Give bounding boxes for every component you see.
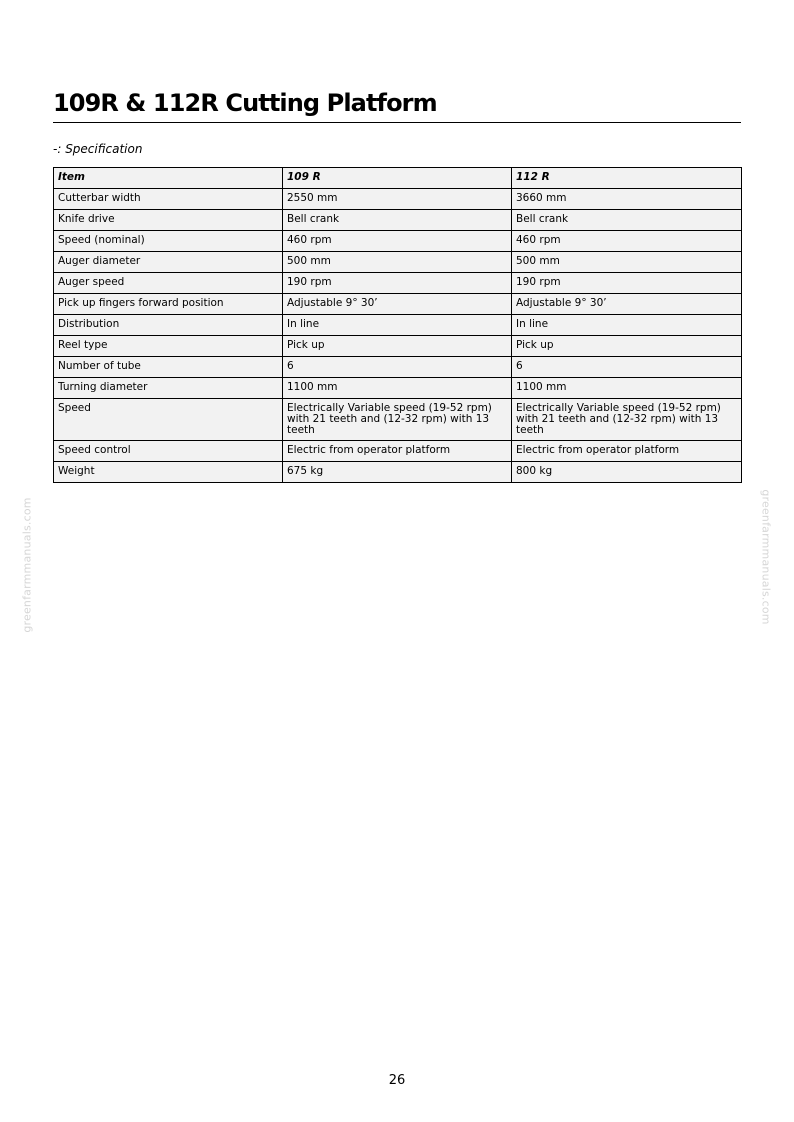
row-label: Auger speed bbox=[54, 273, 283, 294]
value-109r: Pick up bbox=[283, 336, 512, 357]
value-109r: In line bbox=[283, 315, 512, 336]
value-109r: 190 rpm bbox=[283, 273, 512, 294]
value-112r: In line bbox=[512, 315, 742, 336]
value-112r: 190 rpm bbox=[512, 273, 742, 294]
value-109r: 675 kg bbox=[283, 462, 512, 483]
table-row bbox=[54, 441, 742, 462]
row-label: Knife drive bbox=[54, 210, 283, 231]
row-label: Speed (nominal) bbox=[54, 231, 283, 252]
row-label: Cutterbar width bbox=[54, 189, 283, 210]
table-row bbox=[54, 210, 742, 231]
value-109r: Electric from operator platform bbox=[283, 441, 512, 462]
value-109r: Adjustable 9° 30’ bbox=[283, 294, 512, 315]
row-label: Distribution bbox=[54, 315, 283, 336]
table-row bbox=[54, 336, 742, 357]
value-112r: 460 rpm bbox=[512, 231, 742, 252]
value-109r: Bell crank bbox=[283, 210, 512, 231]
table-row bbox=[54, 399, 742, 441]
page-number: 26 bbox=[388, 1073, 406, 1088]
table-row bbox=[54, 462, 742, 483]
value-109r: 6 bbox=[283, 357, 512, 378]
table-row bbox=[54, 378, 742, 399]
row-label: Speed bbox=[54, 399, 283, 441]
value-109r: 500 mm bbox=[283, 252, 512, 273]
row-label: Auger diameter bbox=[54, 252, 283, 273]
title-divider bbox=[53, 122, 741, 123]
value-109r: 1100 mm bbox=[283, 378, 512, 399]
value-109r: Electrically Variable speed (19-52 rpm) with 21 teeth and (12-32 rpm) with 13 teeth bbox=[283, 399, 512, 441]
value-112r: Electric from operator platform bbox=[512, 441, 742, 462]
specification-table bbox=[53, 167, 742, 483]
table-row bbox=[54, 294, 742, 315]
watermark-left: greenfarmmanuals.com bbox=[20, 497, 34, 633]
table-row bbox=[54, 357, 742, 378]
value-112r: Adjustable 9° 30’ bbox=[512, 294, 742, 315]
table-row bbox=[54, 315, 742, 336]
table-row bbox=[54, 189, 742, 210]
value-112r: Bell crank bbox=[512, 210, 742, 231]
watermark-right: greenfarmmanuals.com bbox=[759, 489, 773, 625]
row-label: Reel type bbox=[54, 336, 283, 357]
table-header-row bbox=[54, 168, 742, 189]
row-label: Number of tube bbox=[54, 357, 283, 378]
header-109r: 109 R bbox=[283, 168, 512, 189]
row-label: Speed control bbox=[54, 441, 283, 462]
table-row bbox=[54, 273, 742, 294]
table-row bbox=[54, 231, 742, 252]
value-112r: 3660 mm bbox=[512, 189, 742, 210]
value-109r: 460 rpm bbox=[283, 231, 512, 252]
row-label: Pick up fingers forward position bbox=[54, 294, 283, 315]
value-112r: 6 bbox=[512, 357, 742, 378]
value-112r: 1100 mm bbox=[512, 378, 742, 399]
section-subtitle: -: Specification bbox=[53, 142, 143, 156]
value-112r: 500 mm bbox=[512, 252, 742, 273]
value-109r: 2550 mm bbox=[283, 189, 512, 210]
header-item: Item bbox=[54, 168, 283, 189]
row-label: Turning diameter bbox=[54, 378, 283, 399]
header-112r: 112 R bbox=[512, 168, 742, 189]
value-112r: Electrically Variable speed (19-52 rpm) with 21 teeth and (12-32 rpm) with 13 teeth bbox=[512, 399, 742, 441]
row-label: Weight bbox=[54, 462, 283, 483]
table-row bbox=[54, 252, 742, 273]
value-112r: Pick up bbox=[512, 336, 742, 357]
page-title: 109R & 112R Cutting Platform bbox=[53, 89, 437, 117]
value-112r: 800 kg bbox=[512, 462, 742, 483]
